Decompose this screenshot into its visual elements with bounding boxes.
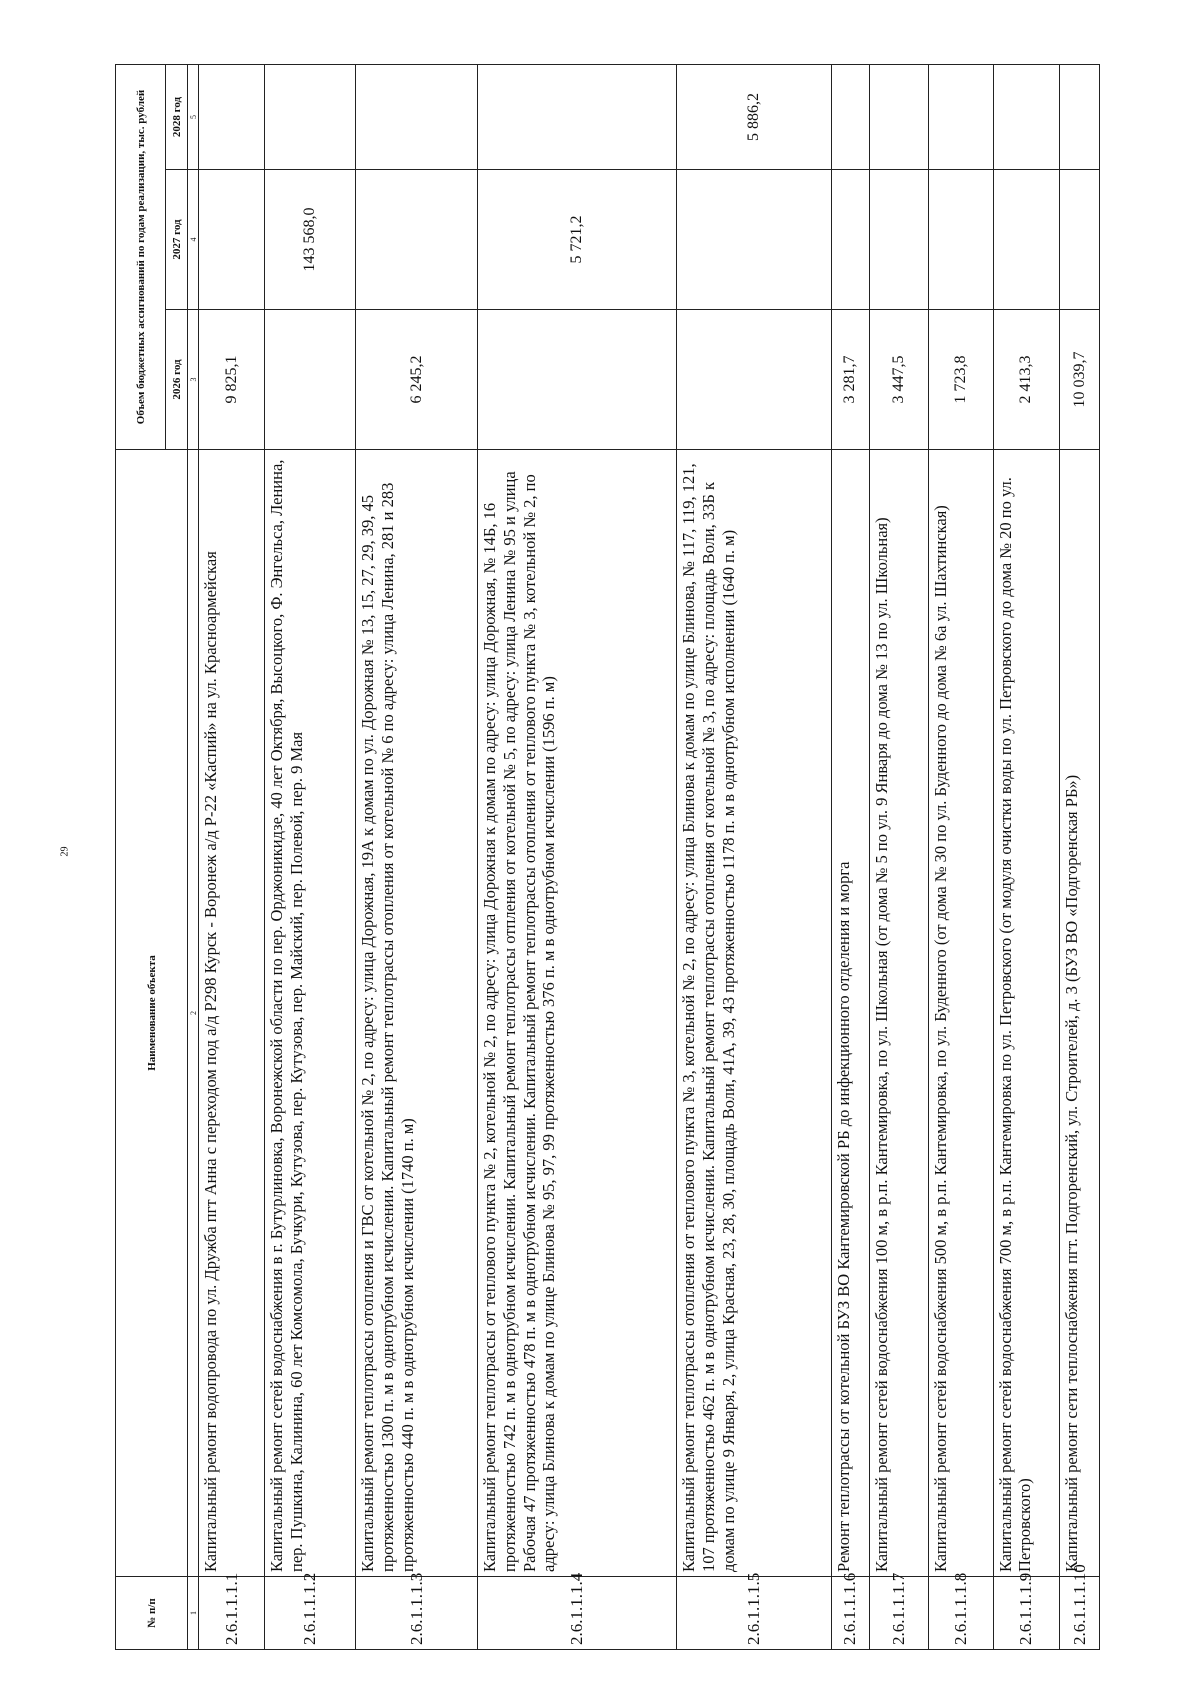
- value-2028: [356, 64, 478, 169]
- value-2028: [832, 64, 870, 169]
- column-number: 1: [188, 1577, 199, 1650]
- value-2028: [265, 64, 356, 169]
- header-year-2027: 2027 год: [166, 170, 188, 310]
- value-2026: 9 825,1: [199, 310, 265, 450]
- value-2027: [1060, 170, 1100, 310]
- table-row: [1060, 64, 1100, 1649]
- value-2028: [199, 64, 265, 169]
- object-name: Капитальный ремонт теплотрассы от теплового пункта № 2, котельной № 2, по адресу: улица Дорожная к домам по адресу: улица Дорожная, № 14Б, 16 протяженностью 742 п. м в однотрубном исчислении. Капитальный ремонт теплотрассы отпления от котельной № 5, по адресу: улица Ленина № 95 и улица Рабочая 47 протяженностью 478 п. м в однотрубном исчислении. Капитальный ремонт теплотрассы отопления от теплового пункта № 3, котельной № 2, по адресу: улица Блинова к домам по улице Блинова № 95, 97, 99 протяженностью 376 п. м в однотрубном исчислении (1596 п. м): [477, 450, 676, 1577]
- object-name: Ремонт теплотрассы от котельной БУЗ ВО Кантемировской РБ до инфекционного отделения и морга: [832, 450, 870, 1577]
- table-row: [832, 64, 870, 1649]
- column-number: 2: [188, 450, 199, 1577]
- value-2026: [677, 310, 832, 450]
- page-number: 29: [59, 846, 71, 857]
- row-number: 2.6.1.1.1.2: [265, 1577, 356, 1650]
- object-name: Капитальный ремонт сетей водоснабжения 500 м, в р.п. Кантемировка, по ул. Буденного (от дома № 30 по ул. Буденного до дома № 6а ул. Шахтинская): [929, 450, 993, 1577]
- budget-table: [115, 64, 1100, 1650]
- value-2027: 143 568,0: [265, 170, 356, 310]
- object-name: Капитальный ремонт сетей водоснабжения 700 м, в р.п. Кантемировка по ул. Петровского (от модуля очистки воды по ул. Петровского до дома № 20 по ул. Петровского): [993, 450, 1059, 1577]
- column-number: 3: [188, 310, 199, 450]
- row-number: 2.6.1.1.1.7: [869, 1577, 929, 1650]
- value-2026: 3 447,5: [869, 310, 929, 450]
- header-year-2026: 2026 год: [166, 310, 188, 450]
- table-row: [677, 64, 832, 1649]
- row-number: 2.6.1.1.1.3: [356, 1577, 478, 1650]
- row-number: 2.6.1.1.1.1: [199, 1577, 265, 1650]
- header-budget: Объем бюджетных ассигнований по годам реализации, тыс. рублей: [116, 64, 166, 449]
- row-number: 2.6.1.1.1.9: [993, 1577, 1059, 1650]
- row-number: 2.6.1.1.1.5: [677, 1577, 832, 1650]
- value-2026: 6 245,2: [356, 310, 478, 450]
- row-number: 2.6.1.1.1.8: [929, 1577, 993, 1650]
- value-2027: [356, 170, 478, 310]
- value-2028: [929, 64, 993, 169]
- header-name: Наименование объекта: [116, 450, 188, 1577]
- value-2027: [199, 170, 265, 310]
- value-2028: [1060, 64, 1100, 169]
- header-no: № п/п: [116, 1577, 188, 1650]
- row-number: 2.6.1.1.1.6: [832, 1577, 870, 1650]
- object-name: Капитальный ремонт водопровода по ул. Дружба пгт Анна с переходом под а/д Р298 Курск - Воронеж а/д Р-22 «Каспий» на ул. Красноармейская: [199, 450, 265, 1577]
- value-2026: 10 039,7: [1060, 310, 1100, 450]
- table-row: [265, 64, 356, 1649]
- object-name: Капитальный ремонт сети теплоснабжения пгт. Подгоренский, ул. Строителей, д. 3 (БУЗ ВО «Подгоренская РБ»): [1060, 450, 1100, 1577]
- value-2026: 1 723,8: [929, 310, 993, 450]
- value-2026: [265, 310, 356, 450]
- value-2026: 2 413,3: [993, 310, 1059, 450]
- table-row: [993, 64, 1059, 1649]
- value-2027: 5 721,2: [477, 170, 676, 310]
- value-2028: 5 886,2: [677, 64, 832, 169]
- value-2027: [869, 170, 929, 310]
- object-name: Капитальный ремонт теплотрассы отопления от теплового пункта № 3, котельной № 2, по адресу: улица Блинова к домам по улице Блинова, № 117, 119, 121, 107 протяженностью 462 п. м в однотрубном исчислении. Капитальный ремонт теплотрассы отопления от котельной № 3, по адресу: площадь Воли, 33Б к домам по улице 9 Января, 2, улица Красная, 23, 28, 30, площадь Воли, 41А, 39, 43 протяженностью 1178 п. м в однотрубном исполнении (1640 п. м): [677, 450, 832, 1577]
- row-number: 2.6.1.1.1.10: [1060, 1577, 1100, 1650]
- table-row: [199, 64, 265, 1649]
- table-row: [869, 64, 929, 1649]
- value-2027: [929, 170, 993, 310]
- object-name: Капитальный ремонт сетей водоснабжения в г. Бутурлиновка, Воронежской области по пер. Орджоникидзе, 40 лет Октября, Высоцкого, Ф. Энгельса, Ленина, пер. Пушкина, Калинина, 60 лет Комсомола, Бучкури, Кутузова, пер. Кутузова, пер. Майский, пер. Полевой, пер. 9 Мая: [265, 450, 356, 1577]
- header-year-2028: 2028 год: [166, 64, 188, 169]
- object-name: Капитальный ремонт сетей водоснабжения 100 м, в р.п. Кантемировка, по ул. Школьная (от дома № 5 по ул. 9 Января до дома № 13 по ул. Школьная): [869, 450, 929, 1577]
- row-number: 2.6.1.1.1.4: [477, 1577, 676, 1650]
- value-2028: [477, 64, 676, 169]
- value-2027: [677, 170, 832, 310]
- column-number: 5: [188, 64, 199, 169]
- value-2027: [832, 170, 870, 310]
- column-number: 4: [188, 170, 199, 310]
- value-2028: [869, 64, 929, 169]
- table-row: [356, 64, 478, 1649]
- value-2027: [993, 170, 1059, 310]
- object-name: Капитальный ремонт теплотрассы отопления и ГВС от котельной № 2, по адресу: улица Дорожная, 19А к домам по ул. Дорожная № 13, 15, 27, 29, 39, 45 протяженностью 1300 п. м в однотрубном исчислении. Капитальный ремонт теплотрассы отопления от котельной № 6 по адресу: улица Ленина, 281 и 283 протяженностью 440 п. м в однотрубном исчислении (1740 п. м): [356, 450, 478, 1577]
- value-2028: [993, 64, 1059, 169]
- value-2026: [477, 310, 676, 450]
- table-row: [929, 64, 993, 1649]
- table-row: [477, 64, 676, 1649]
- value-2026: 3 281,7: [832, 310, 870, 450]
- rotated-table-container: [115, 65, 1100, 1650]
